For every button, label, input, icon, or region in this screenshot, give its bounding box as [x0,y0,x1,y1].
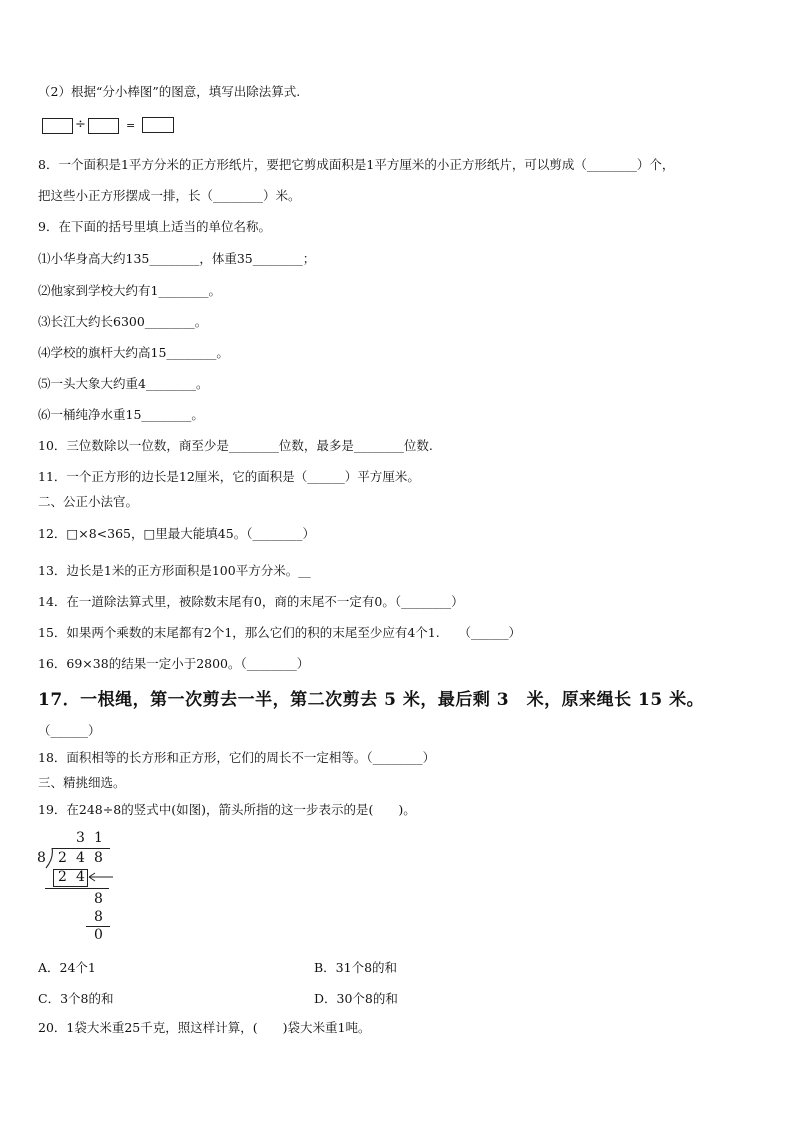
question-17: 17．一根绳，第一次剪去一半，第二次剪去 5 米，最后剩 3 米，原来绳长 15 米。 [38,690,705,710]
division-bar [52,848,110,849]
question-9-item-3: ⑶长江大约长6300________。 [38,314,208,329]
question-9-item-1: ⑴小华身高大约135________，体重35________； [38,251,316,266]
quotient-digit-2: 1 [94,830,103,846]
question-9-item-4: ⑷学校的旗杆大约高15________。 [38,345,229,360]
equals-sign: = [126,119,136,132]
question-19: 19．在248÷8的竖式中(如图)，箭头所指的这一步表示的是( )。 [38,802,416,817]
step1-digit-2: 4 [76,869,85,885]
question-20: 20．1袋大米重25千克，照这样计算，( )袋大米重1吨。 [38,1020,371,1035]
step1-underline [45,888,109,889]
question-9-item-6: ⑹一桶纯净水重15________。 [38,407,204,422]
question-8-line2: 把这些小正方形摆成一排，长（________）米。 [38,188,301,203]
question-10: 10．三位数除以一位数，商至少是________位数，最多是________位数. [38,438,433,453]
question-16: 16．69×38的结果一定小于2800。（________） [38,656,310,671]
step3-digit: 8 [94,909,103,925]
choice-b[interactable]: B．31个8的和 [314,960,398,975]
arrow-left-icon [86,871,114,883]
dividend-digit-3: 8 [94,850,103,866]
remainder-digit: 0 [94,927,103,943]
question-14: 14．在一道除法算式里，被除数末尾有0，商的末尾不一定有0。（________） [38,594,464,609]
dividend-answer-box[interactable] [42,118,73,134]
question-9-item-5: ⑸一头大象大约重4________。 [38,376,209,391]
question-17-answer: （______） [38,723,101,738]
divisor-answer-box[interactable] [88,118,119,134]
question-12: 12．□×8<365，□里最大能填45。（________） [38,526,315,541]
question-9-prompt: 9．在下面的括号里填上适当的单位名称。 [38,219,271,234]
dividend-digit-1: 2 [58,850,67,866]
divide-sign: ÷ [75,117,86,132]
question-7-2-prompt: （2）根据“分小棒图”的图意，填写出除法算式. [38,84,301,99]
division-bracket [44,847,54,869]
quotient-answer-box[interactable] [142,117,174,133]
section-3-heading: 三、精挑细选。 [38,775,126,790]
step1-digit-1: 2 [58,869,67,885]
quotient-digit-1: 3 [76,830,85,846]
divisor: 8 [37,850,46,866]
choice-a[interactable]: A．24个1 [38,960,96,975]
section-2-heading: 二、公正小法官。 [38,494,139,509]
question-15: 15．如果两个乘数的末尾都有2个1，那么它们的积的末尾至少应有4个1. （______） [38,625,521,640]
question-18: 18．面积相等的长方形和正方形，它们的周长不一定相等。（________） [38,750,436,765]
question-13: 13．边长是1米的正方形面积是100平方分米。__ [38,563,311,578]
question-8-line1: 8．一个面积是1平方分米的正方形纸片，要把它剪成面积是1平方厘米的小正方形纸片，可以剪成（________）个， [38,157,675,172]
dividend-digit-2: 4 [76,850,85,866]
choice-d[interactable]: D．30个8的和 [314,991,398,1006]
step2-digit: 8 [94,891,103,907]
choice-c[interactable]: C．3个8的和 [38,991,114,1006]
question-11: 11．一个正方形的边长是12厘米，它的面积是（______）平方厘米。 [38,469,420,484]
question-9-item-2: ⑵他家到学校大约有1________。 [38,283,221,298]
